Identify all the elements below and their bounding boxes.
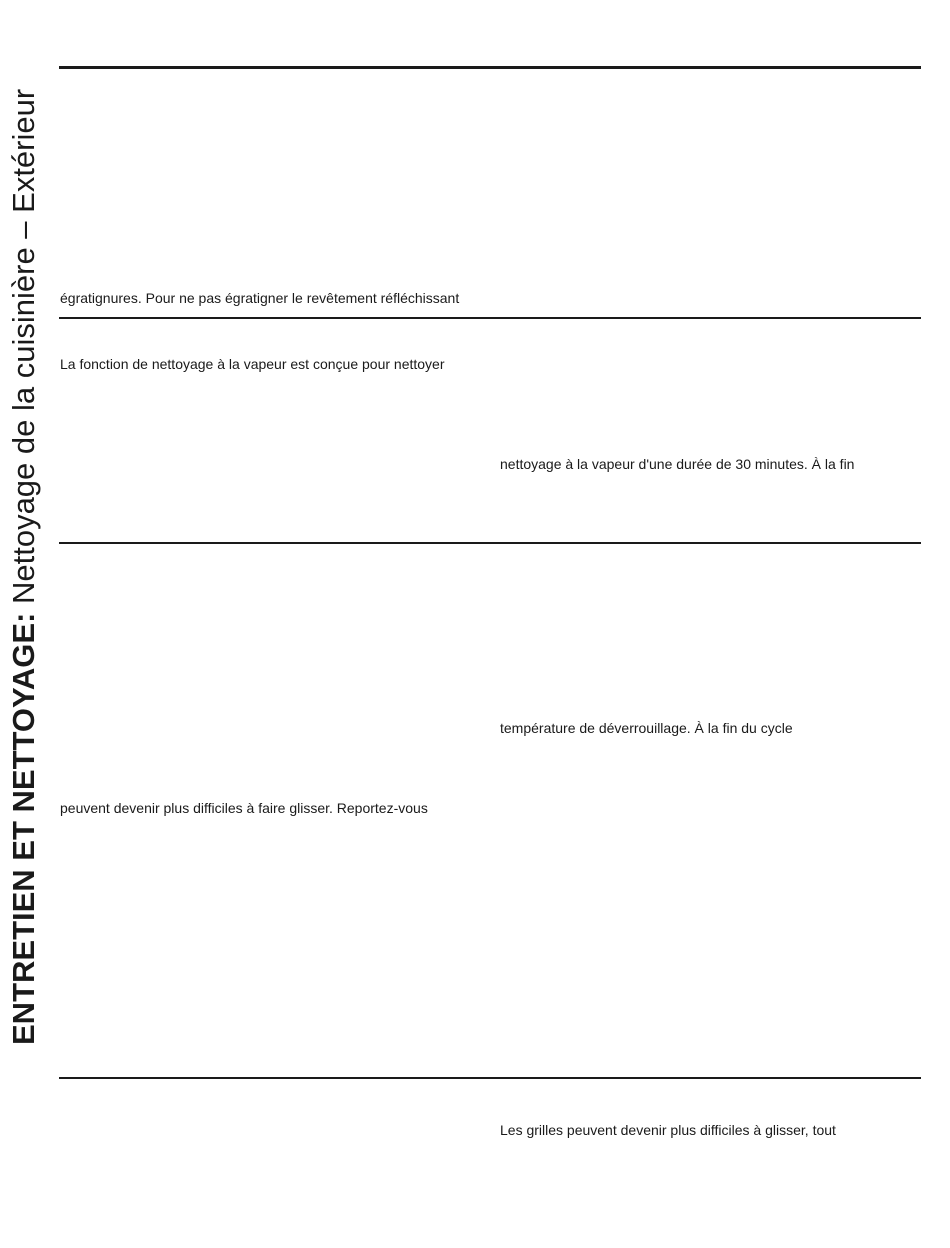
text-line-3: nettoyage à la vapeur d'une durée de 30 minutes. À la fin <box>500 456 855 472</box>
section-divider-2 <box>59 542 921 544</box>
text-line-4: température de déverrouillage. À la fin du cycle <box>500 720 793 736</box>
text-line-2: La fonction de nettoyage à la vapeur est conçue pour nettoyer <box>60 356 445 372</box>
text-line-5: peuvent devenir plus difficiles à faire glisser. Reportez-vous <box>60 800 428 816</box>
top-divider <box>59 66 921 69</box>
text-line-1: égratignures. Pour ne pas égratigner le revêtement réfléchissant <box>60 290 460 306</box>
side-title-bold: ENTRETIEN ET NETTOYAGE: <box>6 612 41 1045</box>
text-line-6: Les grilles peuvent devenir plus difficiles à glisser, tout <box>500 1122 836 1138</box>
section-divider-3 <box>59 1077 921 1079</box>
section-divider-1 <box>59 317 921 319</box>
page-side-title <box>2 15 46 1045</box>
side-title-regular: Nettoyage de la cuisinière – Extérieur <box>6 88 41 605</box>
